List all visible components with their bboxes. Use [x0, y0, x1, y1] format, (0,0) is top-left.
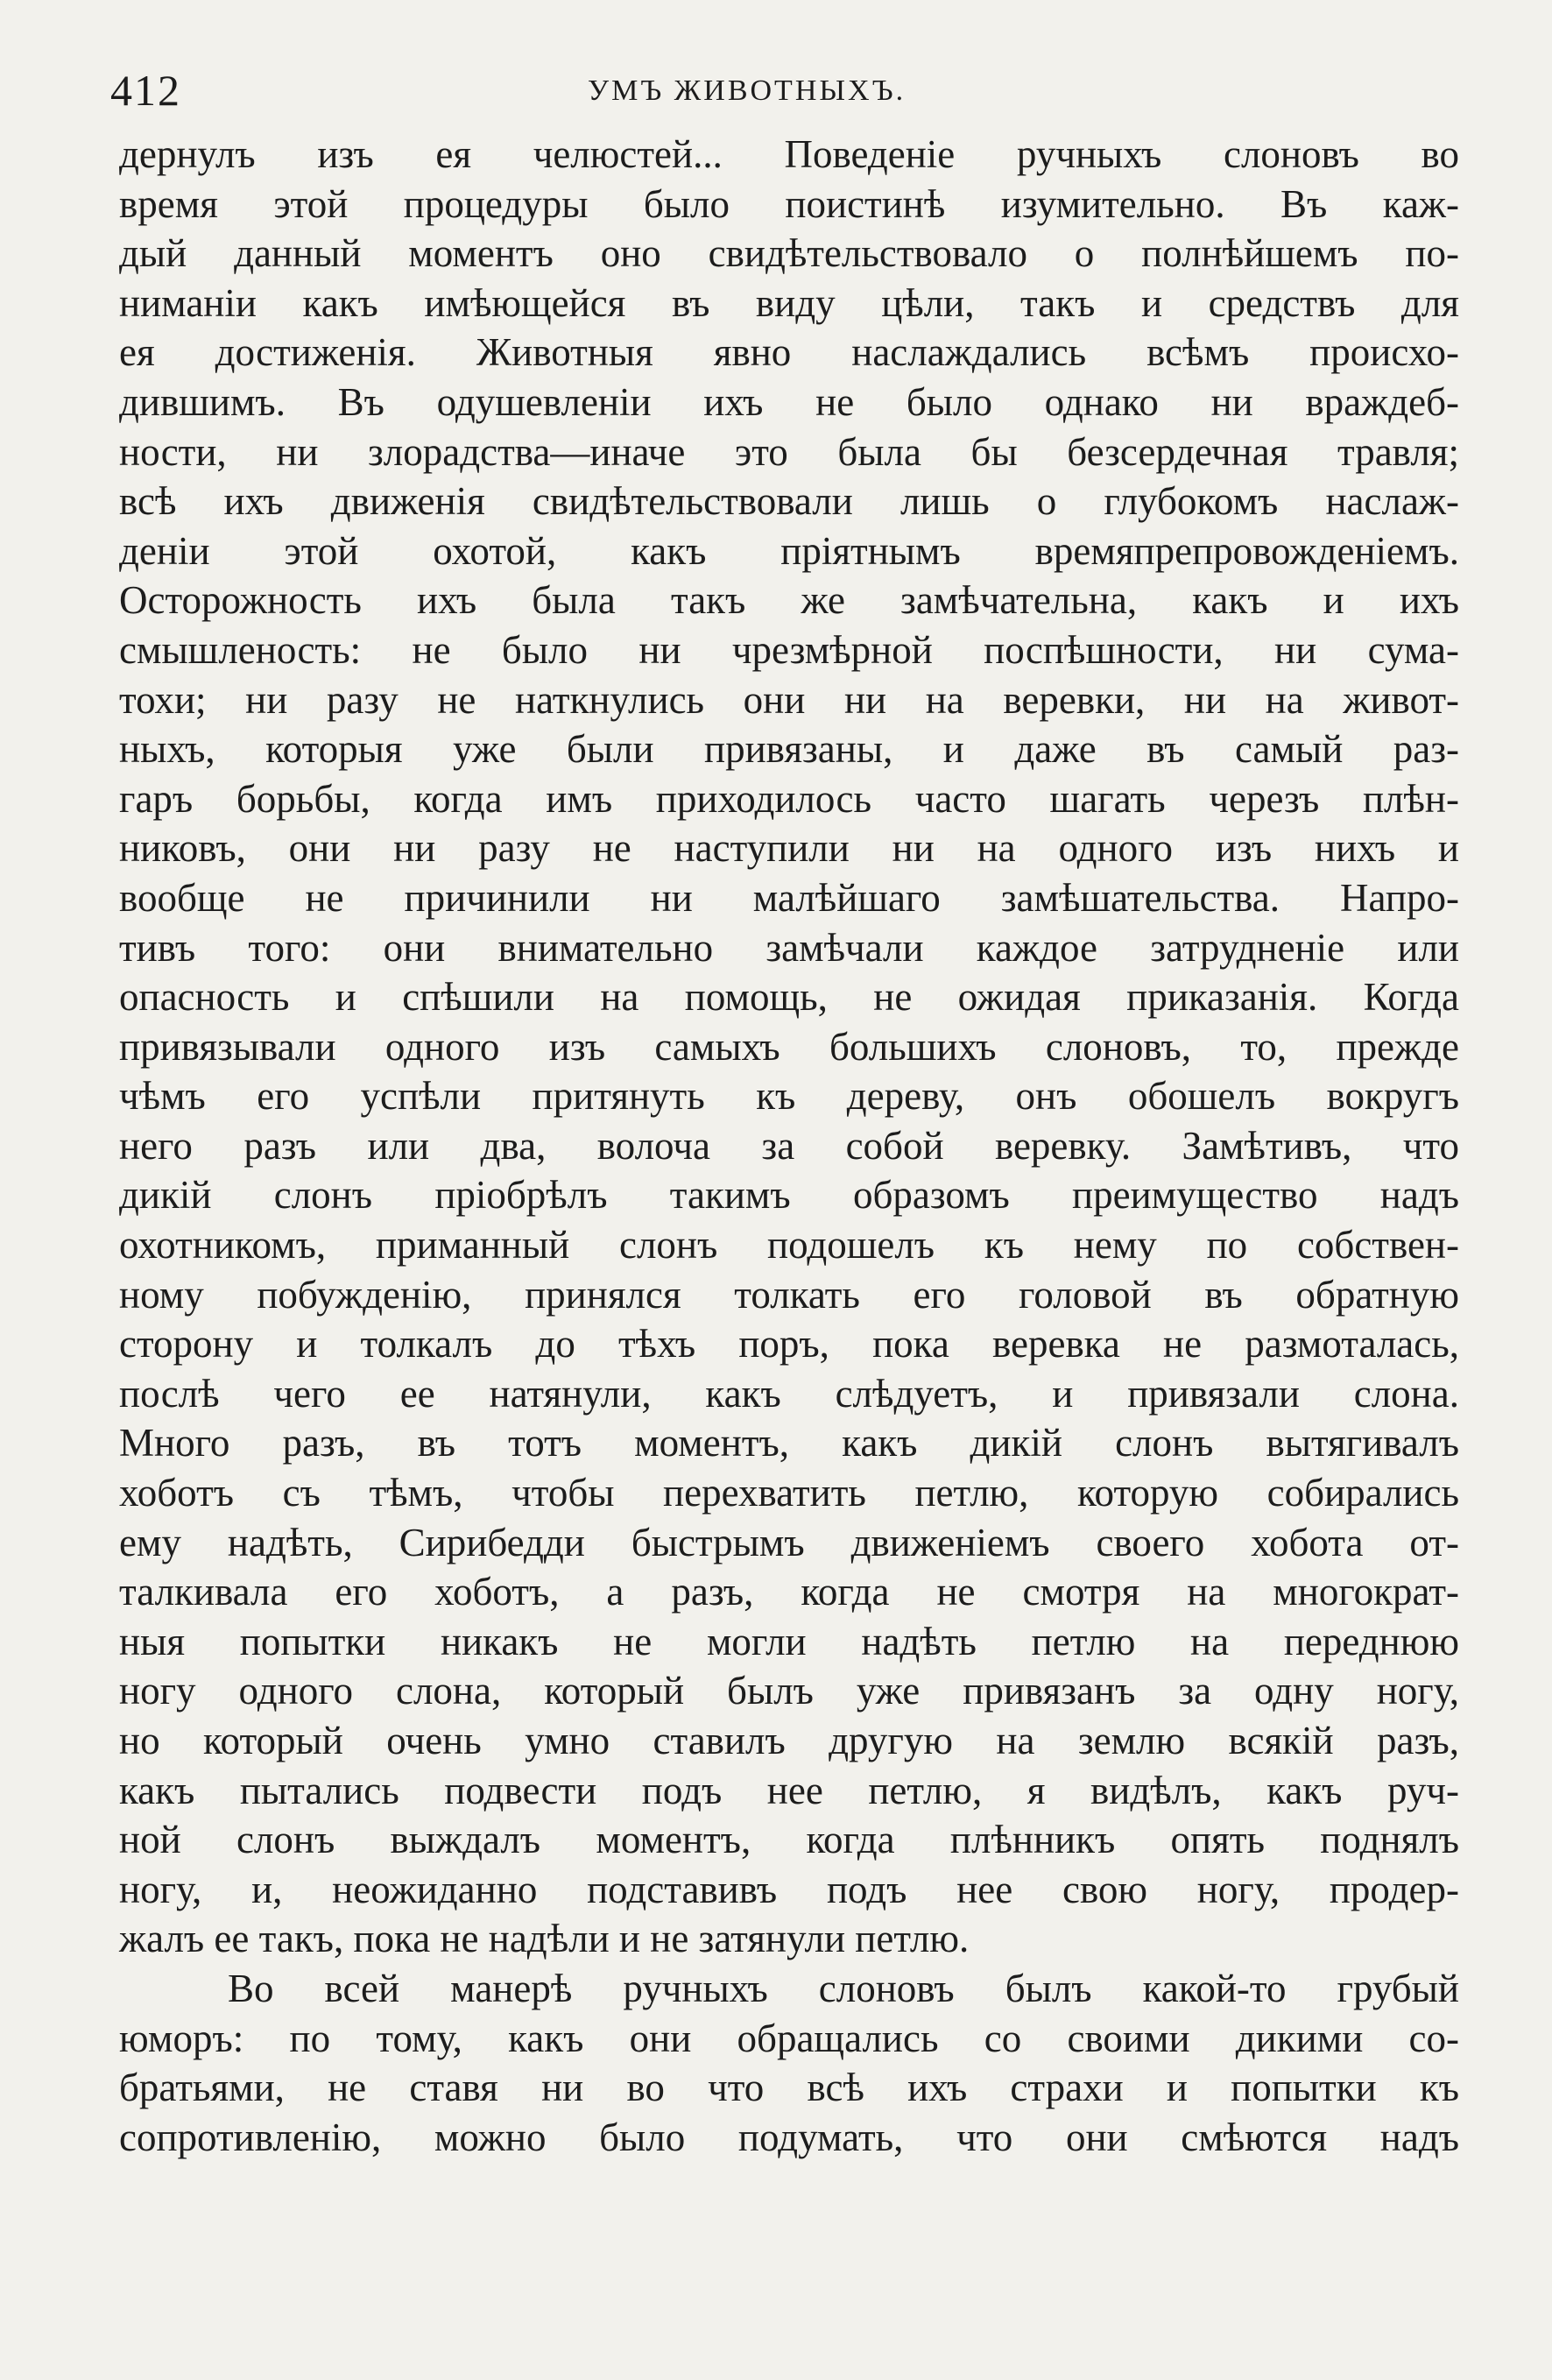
text-line: ныхъ, которыя уже были привязаны, и даже въ самый раз-: [119, 727, 1459, 772]
page-number: 412: [110, 66, 181, 115]
text-line: привязывали одного изъ самыхъ большихъ слоновъ, то, прежде: [119, 1024, 1459, 1069]
text-line: Осторожность ихъ была такъ же замѣчательна, какъ и ихъ: [119, 578, 1459, 623]
text-line: ному побужденію, принялся толкать его головой въ обратную: [119, 1272, 1459, 1317]
text-line: талкивала его хоботъ, а разъ, когда не смотря на многократ-: [119, 1570, 1459, 1614]
text-line: сопротивленію, можно было подумать, что они смѣются надъ: [119, 2115, 1459, 2159]
text-line: ея достиженія. Животныя явно наслаждались всѣмъ происхо-: [119, 330, 1459, 375]
text-line: ногу, и, неожиданно подставивъ подъ нее свою ногу, продер-: [119, 1867, 1459, 1911]
text-line: вообще не причинили ни малѣйшаго замѣшательства. Напро-: [119, 875, 1459, 920]
text-line: какъ пытались подвести подъ нее петлю, я видѣлъ, какъ руч-: [119, 1768, 1459, 1812]
text-line: юморъ: по тому, какъ они обращались со своими дикими со-: [119, 2016, 1459, 2060]
running-title: УМЪ ЖИВОТНЫХЪ.: [588, 74, 907, 107]
text-line: никовъ, они ни разу не наступили ни на одного изъ нихъ и: [119, 826, 1459, 871]
text-line: сторону и толкалъ до тѣхъ поръ, пока веревка не размоталась,: [119, 1322, 1459, 1367]
page-header: [110, 60, 1442, 130]
text-line: дившимъ. Въ одушевленіи ихъ не было однако ни враждеб-: [119, 379, 1459, 424]
text-line: жалъ ее такъ, пока не надѣли и не затянули петлю.: [119, 1917, 970, 1961]
text-line: дикій слонъ пріобрѣлъ такимъ образомъ преимущество надъ: [119, 1173, 1459, 1218]
text-line: послѣ чего ее натянули, какъ слѣдуетъ, и привязали слона.: [119, 1371, 1459, 1416]
body-text: [119, 130, 1459, 2162]
text-line: Много разъ, въ тотъ моментъ, какъ дикій слонъ вытягивалъ: [119, 1421, 1459, 1465]
text-line: ногу одного слона, который былъ уже привязанъ за одну ногу,: [119, 1669, 1459, 1713]
paragraph-2: [119, 1964, 1459, 2162]
text-line: но который очень умно ставилъ другую на землю всякій разъ,: [119, 1719, 1459, 1762]
text-line: гаръ борьбы, когда имъ приходилось часто шагать черезъ плѣн-: [119, 776, 1459, 821]
text-line: ности, ни злорадства—иначе это была бы безсердечная травля;: [119, 429, 1459, 474]
text-line: братьями, не ставя ни во что всѣ ихъ страхи и попытки къ: [119, 2066, 1459, 2110]
text-line: деніи этой охотой, какъ пріятнымъ времяпрепровожденіемъ.: [119, 528, 1459, 573]
text-line: охотникомъ, приманный слонъ подошелъ къ нему по собствен-: [119, 1223, 1459, 1268]
text-line: Во всей манерѣ ручныхъ слоновъ былъ какой-то грубый: [228, 1966, 1459, 2010]
text-line: ной слонъ выждалъ моментъ, когда плѣнникъ опять поднялъ: [119, 1818, 1459, 1862]
paragraph-1: [119, 130, 1459, 1964]
text-line: всѣ ихъ движенія свидѣтельствовали лишь о глубокомъ наслаж-: [119, 479, 1459, 524]
text-line: чѣмъ его успѣли притянуть къ дереву, онъ обошелъ вокругъ: [119, 1074, 1459, 1119]
text-line: ниманіи какъ имѣющейся въ виду цѣли, такъ и средствъ для: [119, 280, 1459, 325]
text-line: ныя попытки никакъ не могли надѣть петлю на переднюю: [119, 1619, 1459, 1663]
text-line: тивъ того: они внимательно замѣчали каждое затрудненіе или: [119, 925, 1459, 970]
text-line: время этой процедуры было поистинѣ изумительно. Въ каж-: [119, 181, 1459, 226]
text-line: хоботъ съ тѣмъ, чтобы перехватить петлю, которую собирались: [119, 1471, 1459, 1515]
text-line: дернулъ изъ ея челюстей... Поведеніе ручныхъ слоновъ во: [119, 132, 1459, 176]
text-line: смышленость: не было ни чрезмѣрной поспѣшности, ни сума-: [119, 627, 1459, 672]
text-line: него разъ или два, волоча за собой веревку. Замѣтивъ, что: [119, 1123, 1459, 1168]
text-line: ему надѣть, Сирибедди быстрымъ движеніемъ своего хобота от-: [119, 1520, 1459, 1564]
text-line: опасность и спѣшили на помощь, не ожидая приказанія. Когда: [119, 975, 1459, 1020]
text-line: дый данный моментъ оно свидѣтельствовало о полнѣйшемъ по-: [119, 231, 1459, 276]
text-line: тохи; ни разу не наткнулись они ни на веревки, ни на живот-: [119, 677, 1459, 722]
